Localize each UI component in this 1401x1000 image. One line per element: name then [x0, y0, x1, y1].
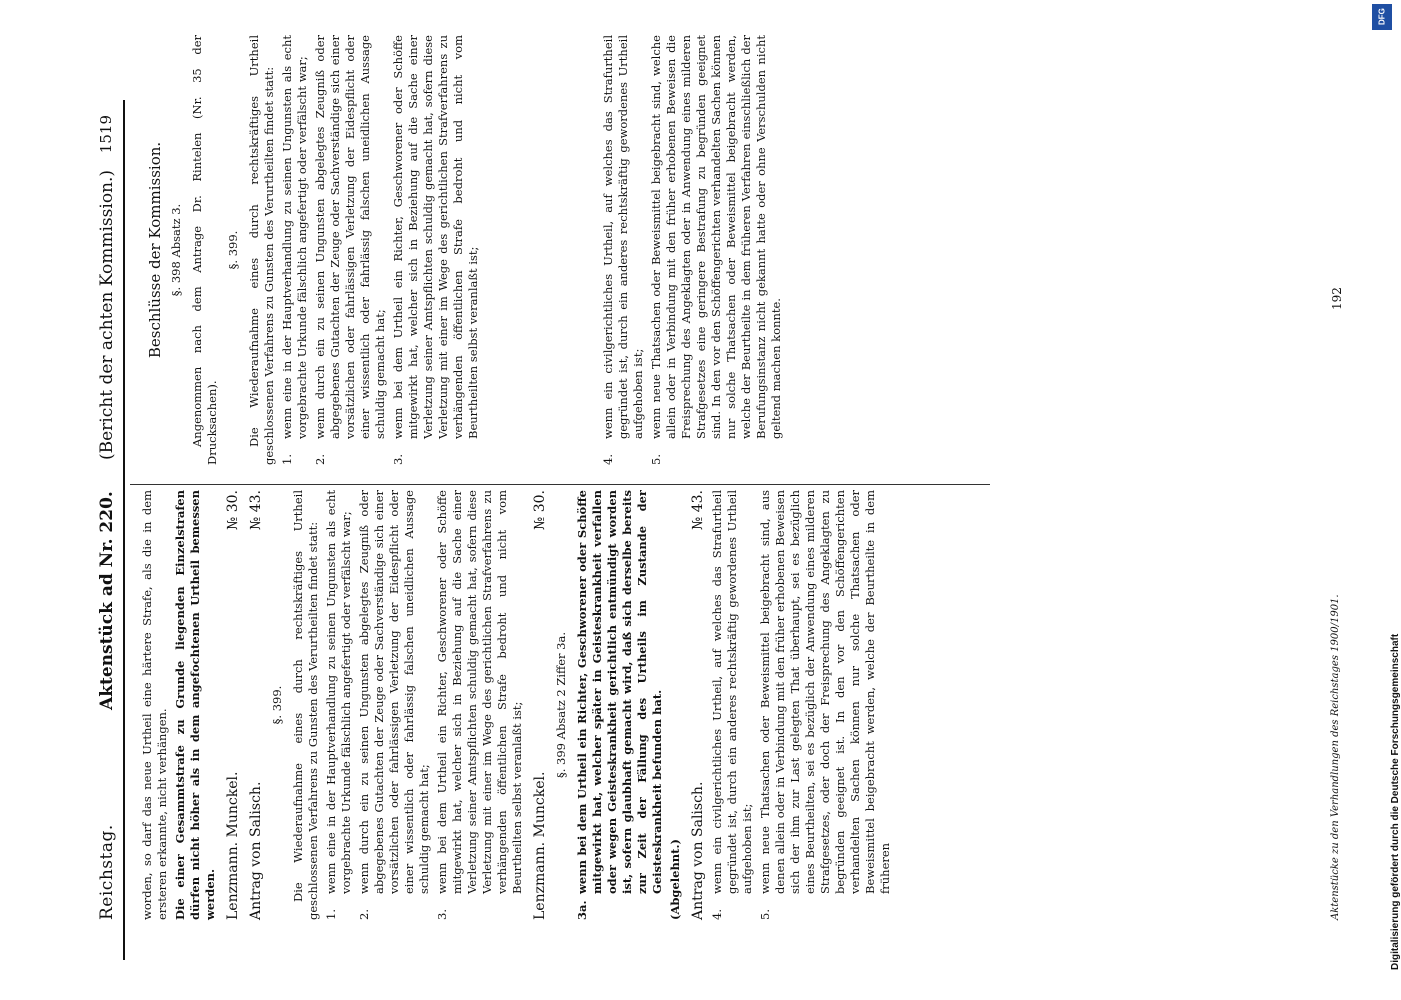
- item-text: wenn bei dem Urtheil ein Richter, Geschworener oder Schöffe mitgewirkt hat, welcher später in Geisteskrankheit verfallen oder wegen Geisteskrankheit gerichtlich entmündigt worden ist, sofern glaubhaft gemacht wird, daß sich derselbe bereits zur Zeit der Fällung des Urtheils im Zustande der Geisteskrankheit befunden hat.: [575, 490, 664, 894]
- item-number: 1.: [324, 909, 338, 920]
- item-number: 2.: [357, 909, 371, 920]
- digitization-note: Digitalisierung gefördert durch die Deutsche Forschungsgemeinschaft: [1390, 633, 1401, 970]
- intro-text: worden, so darf das neue Urtheil eine härtere Strafe, als die in dem ersteren erkannte, nicht verhängen.: [140, 490, 169, 920]
- list-item: [435, 490, 525, 920]
- intro-bold-text: Die einer Gesammtstrafe zu Grunde liegenden Einzelstrafen dürfen nicht höher als in dem angefochtenen Urtheil bemessen werden.: [173, 490, 217, 920]
- header-report-title: (Bericht der achten Kommission.): [97, 169, 117, 460]
- list-item: [313, 35, 388, 465]
- list-item: [391, 35, 481, 465]
- item-number: 2.: [313, 454, 327, 465]
- section-399-text: Die Wiederaufnahme eines durch rechtskräftiges Urtheil geschlossenen Verfahrens zu Gunsten des Verurtheilten findet statt:: [291, 490, 320, 920]
- left-column: [140, 490, 896, 920]
- item-number: 3.: [391, 454, 405, 465]
- antrag-row-2: [691, 490, 706, 920]
- proposal-number: № 30.: [532, 490, 548, 530]
- page-number: 1519: [97, 115, 115, 154]
- header-aktenstueck: Aktenstück ad Nr. 220.: [97, 491, 117, 710]
- list-item: [758, 490, 893, 920]
- list-item-3a: [575, 490, 665, 920]
- footer-source: Aktenstücke zu den Verhandlungen des Reichstages 1900/1901.: [1330, 594, 1341, 920]
- item-number: 3.: [435, 909, 449, 920]
- antrag-row-1: [249, 490, 264, 920]
- commission-decisions-heading: Beschlüsse der Kommission.: [146, 141, 164, 359]
- list-item: [357, 490, 432, 920]
- list-item: [324, 490, 354, 920]
- antrag-title: Antrag von Salisch.: [248, 781, 264, 920]
- item-text: wenn bei dem Urtheil ein Richter, Geschworener oder Schöffe mitgewirkt hat, welcher sich in Beziehung auf die Sache einer Verletzung seiner Amtspflichten schuldig gemacht hat, sofern diese Verletzung mit einer im Wege des gerichtlichen Strafverfahrens zu verhängenden öffentlichen Strafe bedroht und nicht vom Beurtheilten selbst veranlaßt ist;: [391, 35, 480, 439]
- digitization-sidebar: [1370, 0, 1401, 1000]
- list-item: [280, 35, 310, 465]
- proposal-row-2: [533, 490, 548, 920]
- rotated-page-content: [60, 35, 1360, 960]
- section-399-heading: §. 399.: [270, 685, 284, 725]
- item-number: 5.: [649, 454, 663, 465]
- dfg-logo: DFG: [1372, 4, 1392, 30]
- antrag-title: Antrag von Salisch.: [690, 781, 706, 920]
- item-text: wenn durch ein zu seinen Ungunsten abgelegtes Zeugniß oder abgegebenes Gutachten der Zeuge oder Sachverständige sich einer vorsätzlichen oder fahrlässigen Verletzung der Eidespflicht oder einer wissentlich oder fahrlässig falschen uneidlichen Aussage schuldig gemacht hat;: [313, 35, 387, 439]
- proposal-row-1: [226, 490, 241, 920]
- item-text: wenn eine in der Hauptverhandlung zu seinen Ungunsten als echt vorgebrachte Urkunde fälschlich angefertigt oder verfälscht war;: [324, 490, 353, 894]
- antrag-number: № 43.: [690, 490, 706, 530]
- item-text: wenn durch ein zu seinen Ungunsten abgelegtes Zeugniß oder abgegebenes Gutachten der Zeuge oder Sachverständige sich einer vorsätzlichen oder fahrlässigen Verletzung der Eidespflicht oder einer wissentlich oder fahrlässig falschen uneidlichen Aussage schuldig gemacht hat;: [357, 490, 431, 894]
- section-399-heading-right: §. 399.: [226, 230, 240, 270]
- proposer-names: Lenzmann. Munckel.: [225, 771, 241, 920]
- right-column: [140, 35, 787, 465]
- item-number: 1.: [280, 454, 294, 465]
- column-divider: [130, 484, 990, 485]
- section-399-text-right: Die Wiederaufnahme eines durch rechtskräftiges Urtheil geschlossenen Verfahrens zu Gunsten des Verurtheilten findet statt:: [247, 35, 276, 465]
- antrag-number: № 43.: [248, 490, 264, 530]
- item-text: wenn ein civilgerichtliches Urtheil, auf welches das Strafurtheil gegründet ist, durch ein anderes rechtskräftig gewordenes Urtheil aufgehoben ist;: [601, 35, 645, 439]
- footer-sheet-number: 192: [1330, 287, 1344, 310]
- item-text: wenn neue Thatsachen oder Beweismittel beigebracht sind, welche allein oder in Verbindung mit den früher erhobenen Beweisen die Freisprechung des Angeklagten oder in Anwendung eines milderen Strafgesetzes eine geringere Bestrafung zu begründen geeignet sind. In den vor den Schöffengerichten verhandelten Sachen können nur solche Thatsachen oder Beweismittel beigebracht werden, welche der Beurtheilte in dem früheren Verfahren einschließlich der Berufungsinstanz nicht gekannt hatte oder ohne Verschulden nicht geltend machen konnte.: [649, 35, 783, 439]
- rejected-label: (Abgelehnt.): [668, 839, 682, 920]
- section-398-text: Angenommen nach dem Antrage Dr. Rintelen (Nr. 35 der Drucksachen).: [190, 35, 219, 465]
- header-reichstag: Reichstag.: [97, 824, 117, 920]
- item-number: 4.: [710, 909, 724, 920]
- item-text: wenn ein civilgerichtliches Urtheil, auf welches das Strafurtheil gegründet ist, durch ein anderes rechtskräftig gewordenes Urtheil aufgehoben ist;: [710, 490, 754, 894]
- item-number: 4.: [601, 454, 615, 465]
- list-item: [601, 35, 646, 465]
- item-text: wenn bei dem Urtheil ein Richter, Geschworener oder Schöffe mitgewirkt hat, welcher sich in Beziehung auf die Sache einer Verletzung seiner Amtspflichten schuldig gemacht hat, sofern diese Verletzung mit einer im Wege des gerichtlichen Strafverfahrens zu verhängenden öffentlichen Strafe bedroht und nicht vom Beurtheilten selbst veranlaßt ist;: [435, 490, 524, 894]
- section-399-absatz-heading: §. 399 Absatz 2 Ziffer 3a.: [554, 631, 568, 779]
- list-item: [710, 490, 755, 920]
- proposer-names: Lenzmann. Munckel.: [532, 771, 548, 920]
- item-number: 3a.: [575, 900, 589, 920]
- page-header: [95, 100, 125, 960]
- item-text: wenn eine in der Hauptverhandlung zu seinen Ungunsten als echt vorgebrachte Urkunde fälschlich angefertigt oder verfälscht war;: [280, 35, 309, 439]
- item-text: wenn neue Thatsachen oder Beweismittel beigebracht sind, aus denen allein oder in Verbindung mit den früher erhobenen Beweisen sich der ihm zur Last gelegten That überhaupt, sei es bezüglich eines Beurtheilten, sei es bezüglich der Anwendung eines milderen Strafgesetzes, oder doch der Freisprechung des Angeklagten zu begründen geeignet ist. In den vor den Schöffengerichten verhandelten Sachen können nur solche Thatsachen oder Beweismittel beigebracht werden, welche der Beurtheilte in dem früheren: [758, 490, 892, 894]
- section-398-heading: §. 398 Absatz 3.: [169, 203, 183, 297]
- list-item: [649, 35, 784, 465]
- proposal-number: № 30.: [225, 490, 241, 530]
- item-number: 5.: [758, 909, 772, 920]
